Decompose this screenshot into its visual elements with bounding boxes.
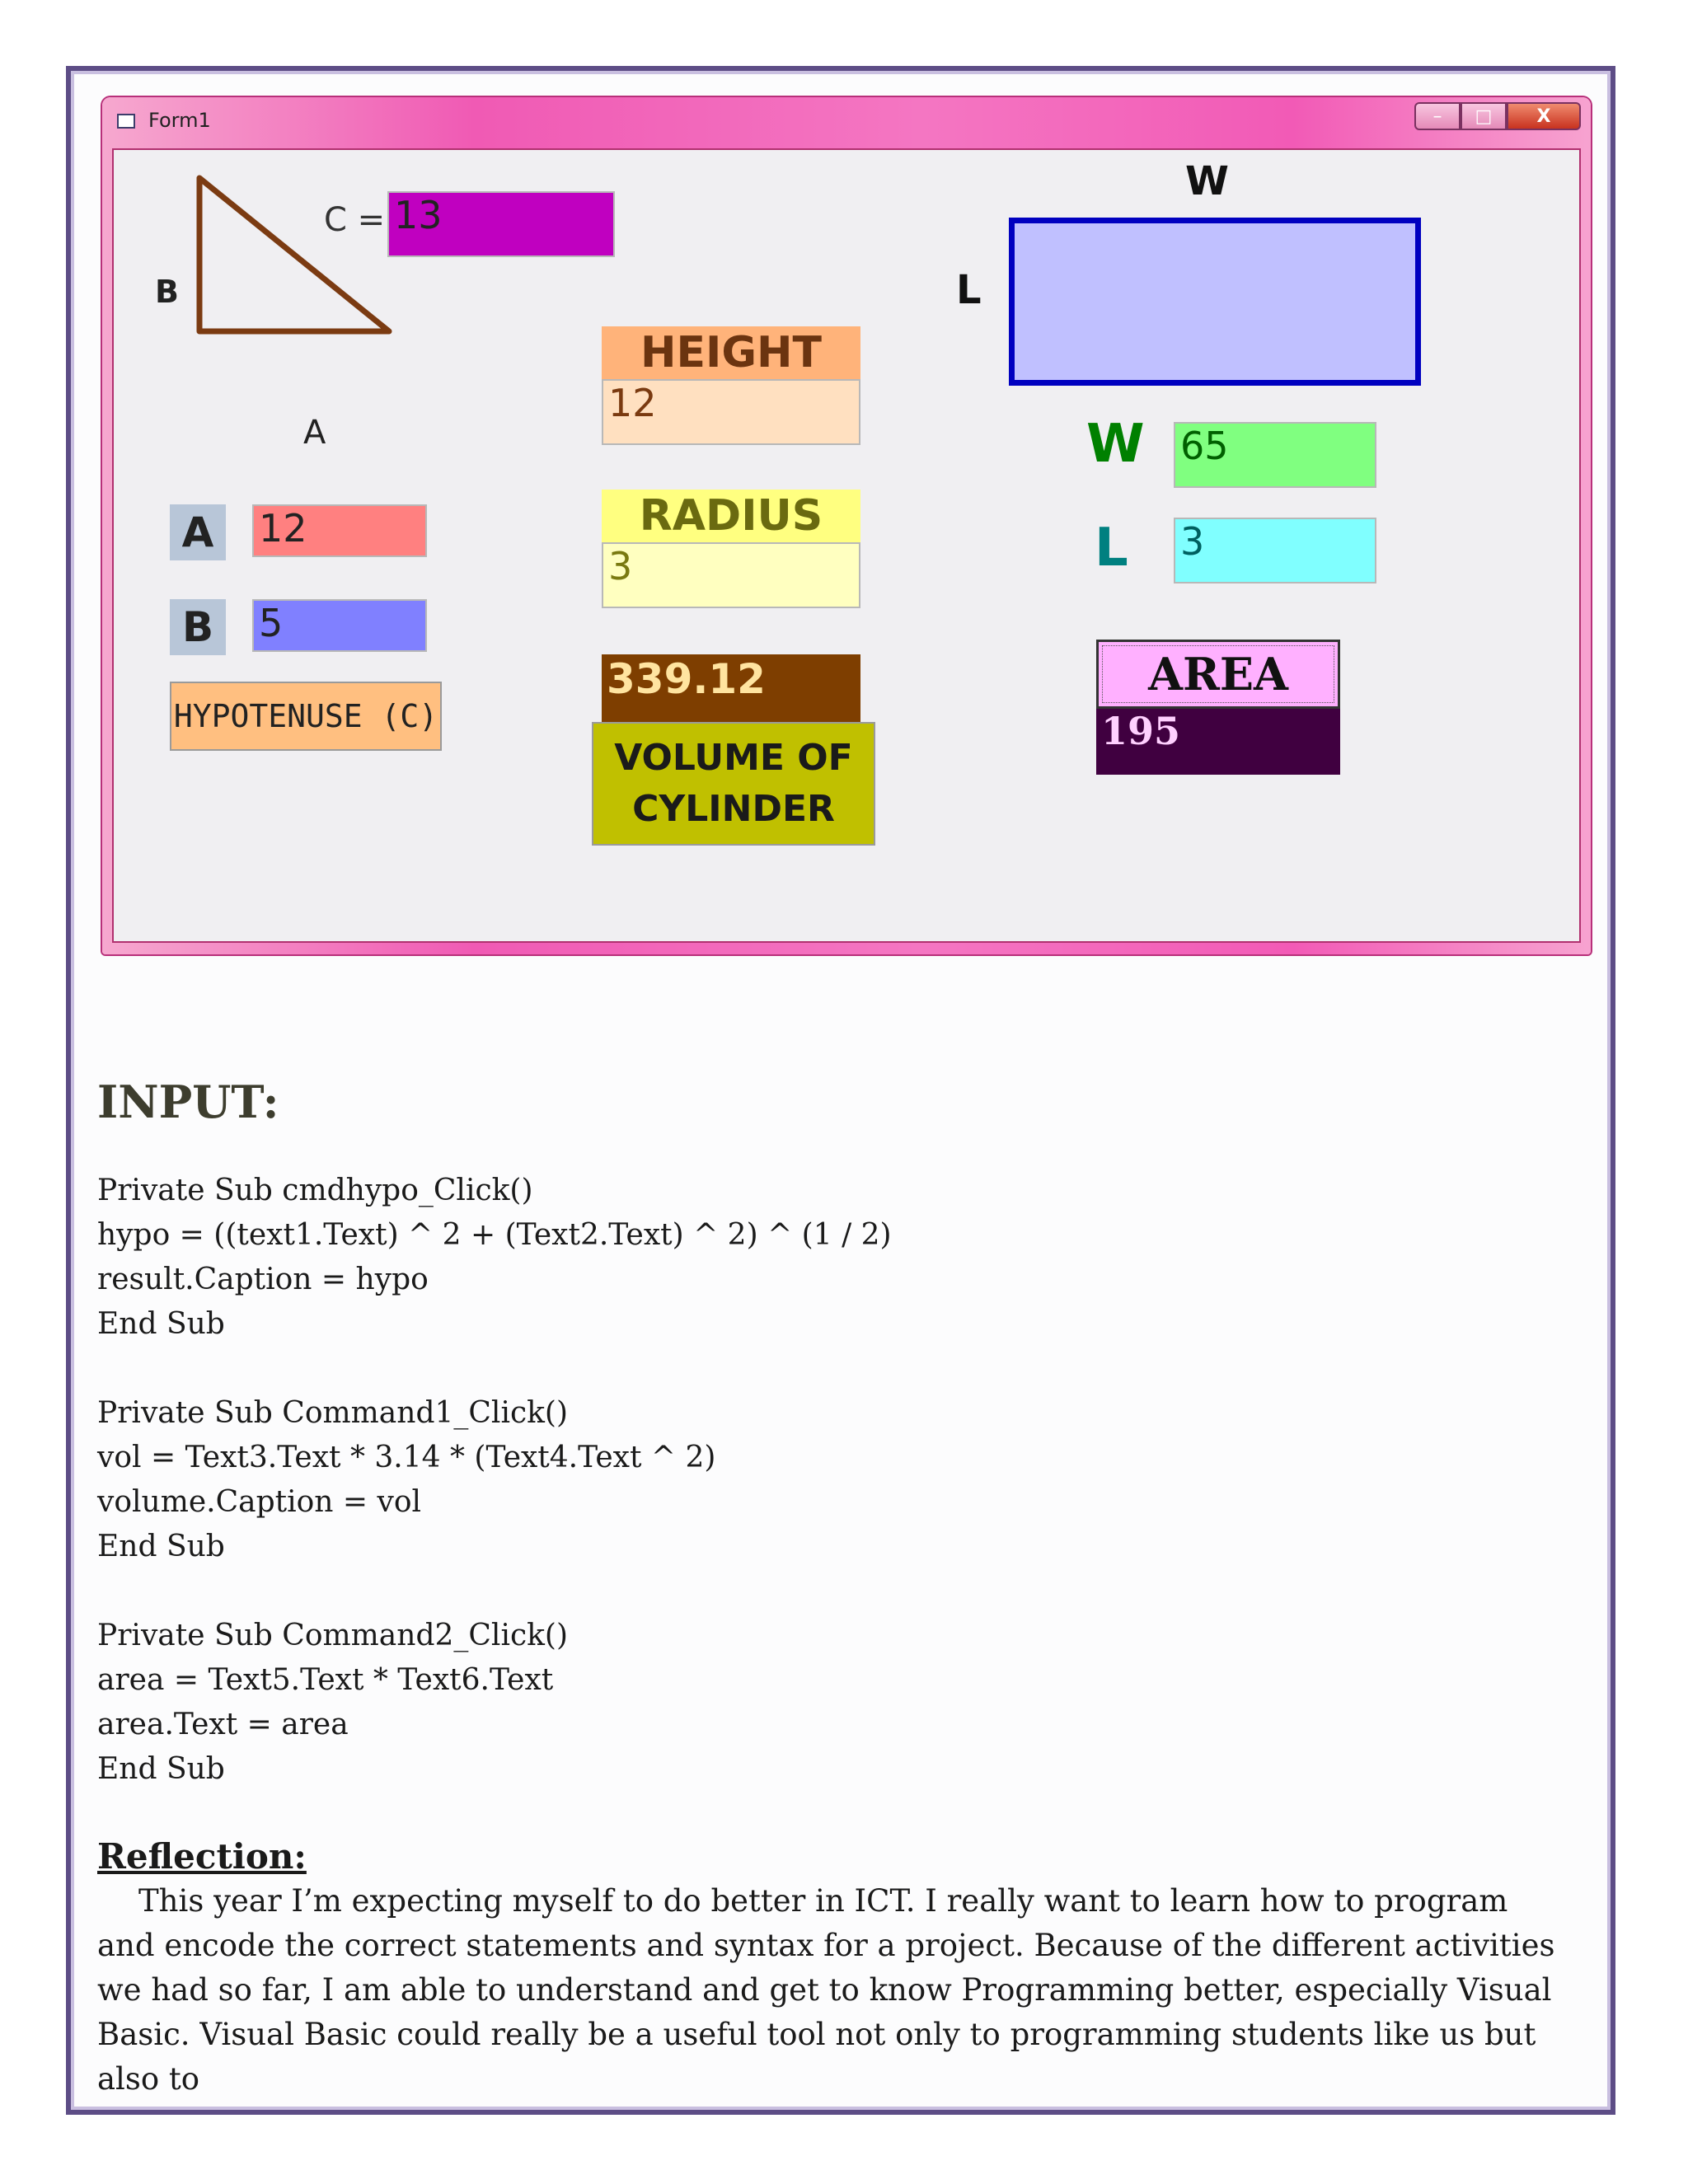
- rectangle-label-w: W: [1185, 158, 1229, 204]
- code-block-volume: Private Sub Command1_Click() vol = Text3.Text * 3.14 * (Text4.Text ^ 2) volume.Caption = vol End Sub: [97, 1396, 716, 1563]
- area-button[interactable]: AREA: [1096, 640, 1340, 709]
- window-controls: [1414, 102, 1581, 132]
- height-label: HEIGHT: [602, 326, 860, 379]
- label-b-box: B: [170, 599, 226, 655]
- volume-result: 339.12: [602, 654, 860, 722]
- label-a-box: A: [170, 504, 226, 560]
- side-a-input[interactable]: 12: [252, 504, 427, 557]
- area-result: 195: [1096, 709, 1340, 775]
- form-icon: [117, 114, 135, 129]
- code-block-hypotenuse: Private Sub cmdhypo_Click() hypo = ((text1.Text) ^ 2 + (Text2.Text) ^ 2) ^ (1 / 2) result.Caption = hypo End Sub: [97, 1174, 892, 1341]
- volume-button[interactable]: VOLUME OF CYLINDER: [592, 722, 875, 846]
- length-input[interactable]: 3: [1174, 518, 1376, 583]
- height-input[interactable]: 12: [602, 379, 860, 445]
- minimize-button[interactable]: –: [1414, 102, 1461, 130]
- radius-label: RADIUS: [602, 490, 860, 542]
- reflection-text: This year I’m expecting myself to do better in ICT. I really want to learn how to program and encode the correct statements and syntax for a project. Because of the different activities we had so far, I am able to understand and get to know Programming better, especially Visual Basic. Visual Basic could really be a useful tool not only to programming students like us but also to: [97, 1883, 1555, 2097]
- input-heading: INPUT:: [97, 1076, 279, 1128]
- form-client-area: [112, 148, 1581, 943]
- triangle-label-b: B: [155, 274, 179, 310]
- hypotenuse-result: 13: [387, 191, 615, 257]
- width-input[interactable]: 65: [1174, 422, 1376, 488]
- reflection-heading: Reflection:: [97, 1836, 307, 1877]
- hypotenuse-button[interactable]: HYPOTENUSE (C): [170, 682, 442, 751]
- radius-input[interactable]: 3: [602, 542, 860, 608]
- width-label: W: [1086, 414, 1145, 475]
- side-b-input[interactable]: 5: [252, 599, 427, 652]
- form-window: [102, 97, 1591, 954]
- label-c: C =: [324, 201, 386, 239]
- triangle-shape: [196, 175, 394, 340]
- length-label: L: [1095, 518, 1128, 579]
- maximize-button[interactable]: □: [1461, 102, 1507, 130]
- rectangle-label-l: L: [956, 267, 982, 313]
- triangle-label-a: A: [303, 414, 326, 452]
- rectangle-shape: [1009, 218, 1421, 386]
- code-block-area: Private Sub Command2_Click() area = Text5.Text * Text6.Text area.Text = area End Sub: [97, 1619, 569, 1786]
- window-title: Form1: [148, 109, 211, 132]
- title-bar[interactable]: [102, 97, 1591, 148]
- close-button[interactable]: X: [1507, 102, 1581, 130]
